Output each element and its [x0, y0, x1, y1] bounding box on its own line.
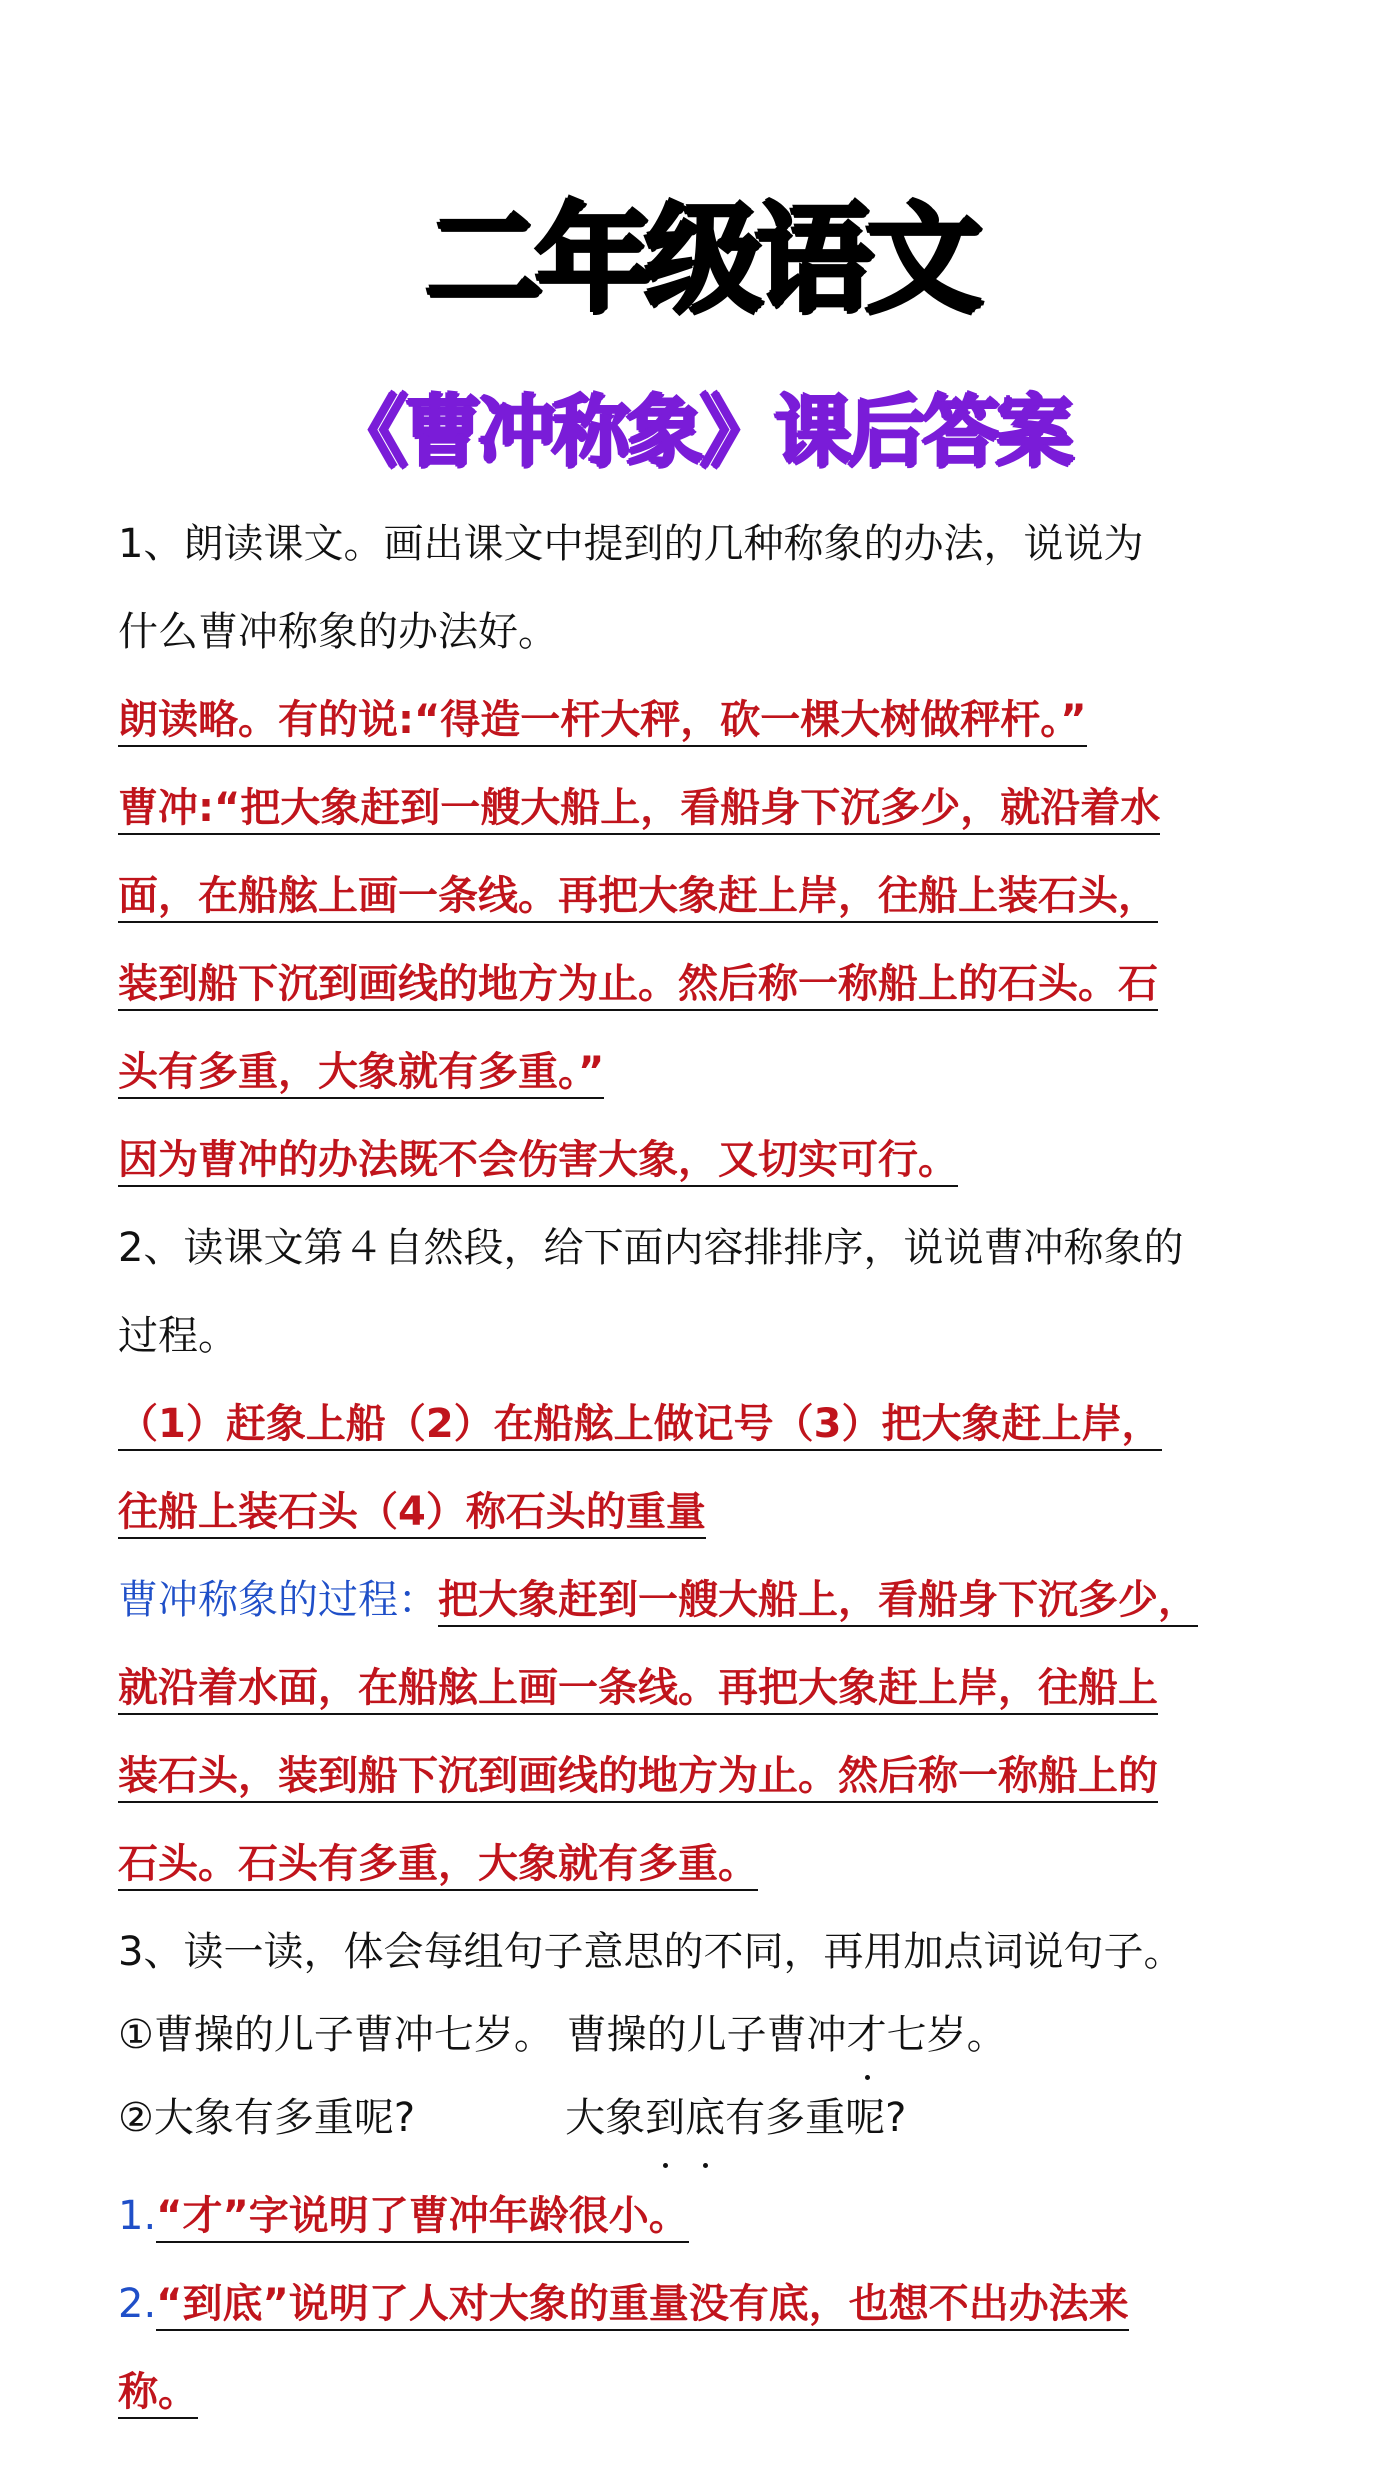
process-text-1: 把大象赶到一艘大船上，看船身下沉多少，: [438, 1577, 1198, 1627]
question-2-line-2: 过程。: [118, 1313, 238, 1359]
process-line-1: [118, 1556, 1338, 1644]
dotted-word-dao: 到: [645, 2074, 685, 2162]
sentence-1b-pre: 曹操的儿子曹冲: [566, 2012, 847, 2058]
answer-1-line-3: [118, 852, 1338, 940]
answer-1-line-4: [118, 940, 1338, 1028]
content-body: [118, 500, 1338, 2436]
sentence-1a: ①曹操的儿子曹冲七岁。: [118, 2012, 554, 2058]
answer-3-text-2: “到底”说明了人对大象的重量没有底，也想不出办法来: [156, 2281, 1129, 2331]
answer-1-line-6: [118, 1116, 1338, 1204]
answer-2-text-2: 往船上装石头（4）称石头的重量: [118, 1489, 706, 1539]
answer-1-text-6: 因为曹冲的办法既不会伤害大象，又切实可行。: [118, 1137, 958, 1187]
answer-3-num-2: 2.: [118, 2281, 157, 2327]
process-label: 曹冲称象的过程：: [118, 1577, 438, 1623]
dotted-word-cai: 才: [847, 1996, 887, 2074]
process-line-2: [118, 1644, 1338, 1732]
answer-1-text-1: 朗读略。有的说:“得造一杆大秤，砍一棵大树做秤杆。”: [118, 697, 1087, 747]
answer-3-num-1: 1.: [118, 2193, 157, 2239]
sentence-2a: ②大象有多重呢?: [118, 2095, 416, 2141]
answer-2-line-2: [118, 1468, 1338, 1556]
sentence-2b-post: 有多重呢?: [725, 2095, 907, 2141]
answer-1-line-5: [118, 1028, 1338, 1116]
process-line-4: [118, 1820, 1338, 1908]
answer-1-line-1: [118, 676, 1338, 764]
sentence-group-2: [118, 2074, 1338, 2162]
question-1-line-2: 什么曹冲称象的办法好。: [118, 609, 558, 655]
answer-3-line-2: [118, 2260, 1338, 2348]
dotted-word-di: 底: [685, 2074, 725, 2162]
answer-2-text-1: （1）赶象上船（2）在船舷上做记号（3）把大象赶上岸，: [118, 1401, 1162, 1451]
page-title: 二年级语文: [424, 191, 975, 329]
answer-3-line-1: [118, 2172, 1338, 2260]
answer-1-text-5: 头有多重，大象就有多重。”: [118, 1049, 604, 1099]
answer-2-line-1: [118, 1380, 1338, 1468]
answer-1-line-2: [118, 764, 1338, 852]
page-subtitle: 《曹冲称象》课后答案: [329, 388, 1070, 478]
question-2-line-1: 2、读课文第４自然段，给下面内容排排序，说说曹冲称象的: [118, 1225, 1184, 1271]
process-text-2: 就沿着水面，在船舷上画一条线。再把大象赶上岸，往船上: [118, 1665, 1158, 1715]
process-line-3: [118, 1732, 1338, 1820]
process-text-4: 石头。石头有多重，大象就有多重。: [118, 1841, 758, 1891]
sentence-group-1: [118, 1996, 1338, 2074]
answer-3-text-1: “才”字说明了曹冲年龄很小。: [156, 2193, 689, 2243]
answer-3-line-3: [118, 2348, 1338, 2436]
answer-3-text-3: 称。: [118, 2369, 198, 2419]
answer-1-text-3: 面，在船舷上画一条线。再把大象赶上岸，往船上装石头，: [118, 873, 1158, 923]
question-3-line-1: 3、读一读，体会每组句子意思的不同，再用加点词说句子。: [118, 1929, 1184, 1975]
answer-1-text-4: 装到船下沉到画线的地方为止。然后称一称船上的石头。石: [118, 961, 1158, 1011]
answer-1-text-2: 曹冲:“把大象赶到一艘大船上，看船身下沉多少，就沿着水: [118, 785, 1160, 835]
question-1-line-1: 1、朗读课文。画出课文中提到的几种称象的办法，说说为: [118, 521, 1144, 567]
sentence-2b-pre: 大象: [565, 2095, 646, 2141]
process-text-3: 装石头，装到船下沉到画线的地方为止。然后称一称船上的: [118, 1753, 1158, 1803]
sentence-1b-post: 七岁。: [886, 2012, 1007, 2058]
